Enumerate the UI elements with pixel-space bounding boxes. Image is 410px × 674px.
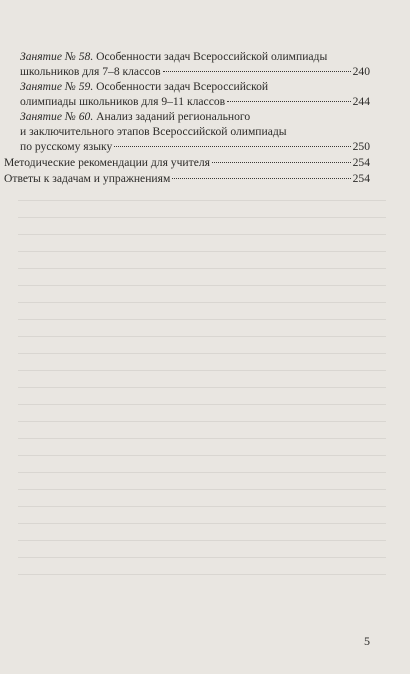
page-number: 5 — [364, 634, 370, 648]
toc-entry-58-line-1 — [20, 50, 327, 64]
leader-dots — [227, 101, 350, 102]
toc-entry-59-line-2 — [20, 95, 370, 109]
toc-entry-60-line-1 — [20, 110, 250, 124]
lesson-label: Занятие № 59. — [20, 80, 94, 93]
entry-title-part: Анализ заданий регионального — [96, 110, 251, 123]
page-ref: 250 — [352, 140, 370, 153]
entry-title: Методические рекомендации для учителя — [4, 156, 210, 169]
toc-entry-60-line-2 — [20, 125, 287, 139]
entry-title-part: по русскому языку — [20, 140, 113, 153]
leader-dots — [163, 71, 351, 72]
entry-title-part: олимпиады школьников для 9–11 классов — [20, 95, 226, 108]
entry-title: Ответы к задачам и упражнениям — [4, 172, 171, 185]
entry-title-part: и заключительного этапов Всероссийской олимпиады — [20, 125, 287, 138]
toc-entry-59-line-1 — [20, 80, 268, 94]
page-ref: 244 — [352, 95, 370, 108]
entry-title-part: Особенности задач Всероссийской — [96, 80, 269, 93]
toc-entry-60-line-3 — [20, 140, 370, 154]
leader-dots — [172, 178, 350, 179]
page-ref: 254 — [352, 172, 370, 185]
toc-entry-methodical — [4, 156, 370, 170]
toc-entry-58-line-2 — [20, 65, 370, 79]
entry-title-part: школьников для 7–8 классов — [20, 65, 161, 78]
lesson-label: Занятие № 58. — [20, 50, 94, 63]
page-ref: 254 — [352, 156, 370, 169]
show-through-text — [18, 190, 386, 590]
toc-entry-answers — [4, 172, 370, 186]
lesson-label: Занятие № 60. — [20, 110, 94, 123]
leader-dots — [212, 162, 351, 163]
entry-title-part: Особенности задач Всероссийской олимпиады — [96, 50, 328, 63]
leader-dots — [114, 146, 350, 147]
page-ref: 240 — [352, 65, 370, 78]
